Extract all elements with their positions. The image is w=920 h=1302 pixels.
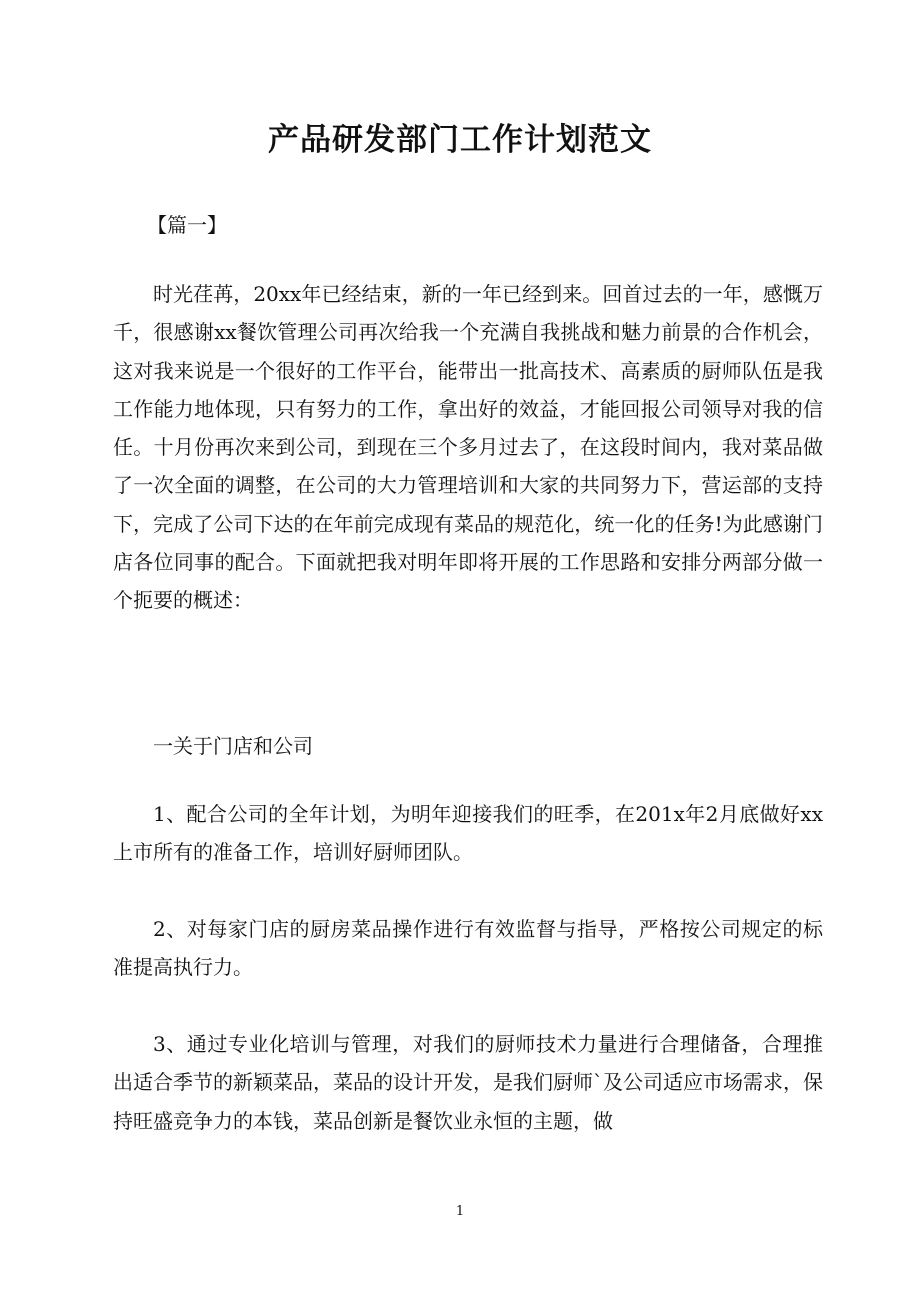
document-title: 产品研发部门工作计划范文 <box>268 122 652 158</box>
paragraph-intro: 时光荏苒，20xx年已经结束，新的一年已经到来。回首过去的一年，感慨万千，很感谢xx餐饮管理公司再次给我一个充满自我挑战和魅力前景的合作机会，这对我来说是一个很好的工作平台，能带出一批高技术、高素质的厨师队伍是我工作能力地体现，只有努力的工作，拿出好的效益，才能回报公司领导对我的信任。十月份再次来到公司，到现在三个多月过去了，在这段时间内，我对菜品做了一次全面的调整，在公司的大力管理培训和大家的共同努力下，营运部的支持下，完成了公司下达的在年前完成现有菜品的规范化，统一化的任务!为此感谢门店各位同事的配合。下面就把我对明年即将开展的工作思路和安排分两部分做一个扼要的概述： <box>113 282 823 613</box>
section-label: 【篇一】 <box>147 213 227 237</box>
list-item-3: 3、通过专业化培训与管理，对我们的厨师技术力量进行合理储备，合理推出适合季节的新颖菜品，菜品的设计开发，是我们厨师`及公司适应市场需求，保持旺盛竞争力的本钱，菜品创新是餐饮业永恒的主题，做 <box>113 1032 823 1133</box>
list-item-1: 1、配合公司的全年计划，为明年迎接我们的旺季，在201x年2月底做好xx上市所有的准备工作，培训好厨师团队。 <box>113 802 823 865</box>
heading-stores-and-company: 一关于门店和公司 <box>153 734 313 758</box>
list-item-2: 2、对每家门店的厨房菜品操作进行有效监督与指导，严格按公司规定的标准提高执行力。 <box>113 917 823 980</box>
page-number: 1 <box>455 1204 465 1219</box>
